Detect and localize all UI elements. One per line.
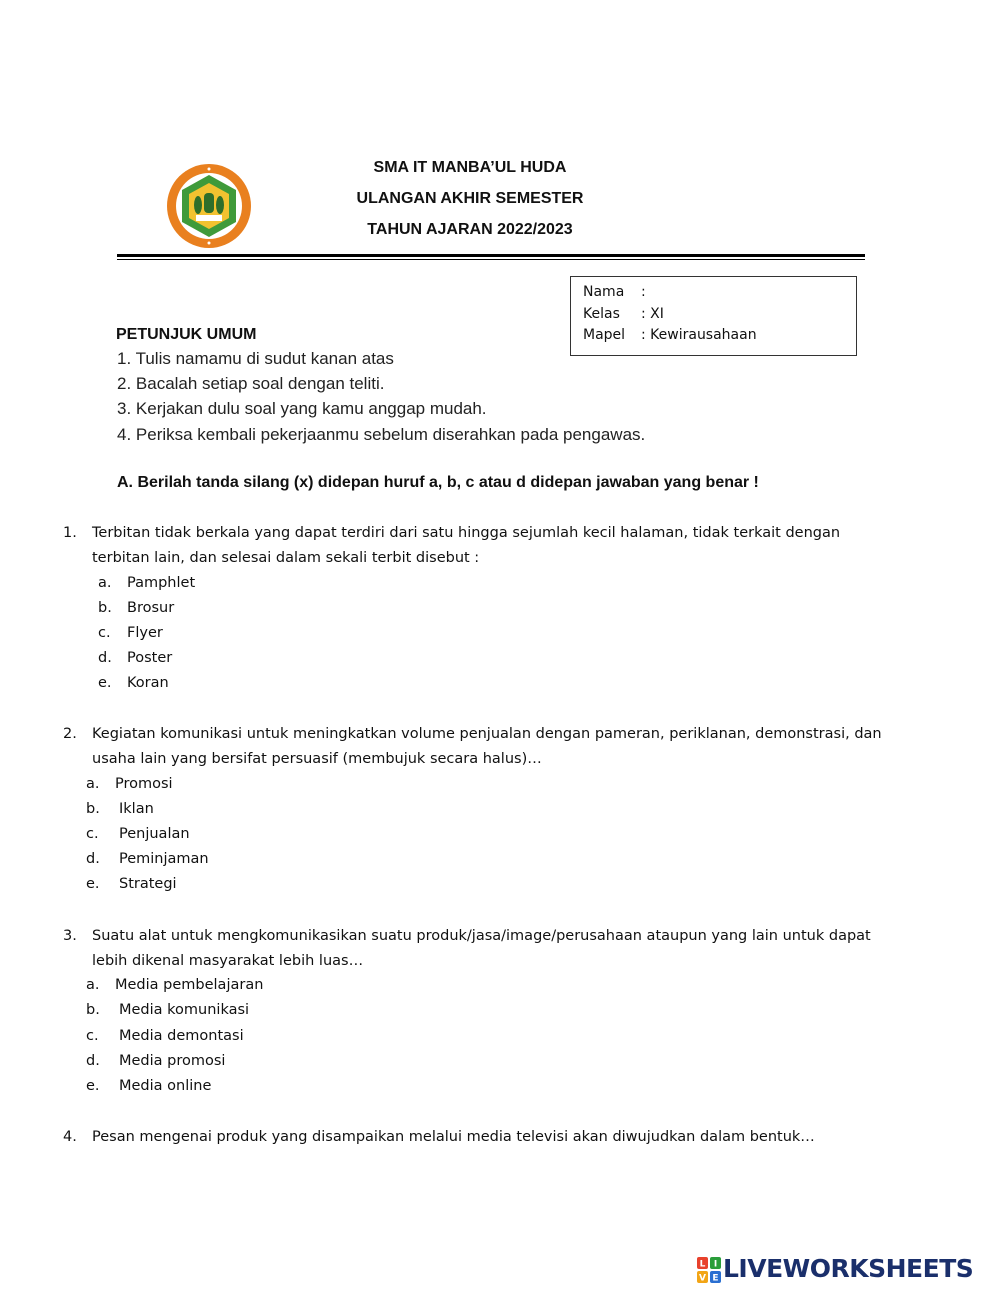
option-letter[interactable]: a. bbox=[86, 977, 100, 993]
academic-year: TAHUN AJARAN 2022/2023 bbox=[367, 221, 573, 238]
identity-value: : XI bbox=[641, 306, 664, 322]
option-text[interactable]: Flyer bbox=[127, 625, 163, 641]
question-number: 1. bbox=[63, 525, 77, 541]
option-letter[interactable]: c. bbox=[86, 1028, 99, 1044]
identity-row-nama[interactable] bbox=[583, 284, 646, 300]
option-letter[interactable]: a. bbox=[86, 776, 100, 792]
instruction-item: 4. Periksa kembali pekerjaanmu sebelum diserahkan pada pengawas. bbox=[117, 425, 646, 444]
option-text[interactable]: Media pembelajaran bbox=[115, 977, 264, 993]
option-text[interactable]: Media komunikasi bbox=[119, 1002, 250, 1018]
option-letter[interactable]: c. bbox=[86, 826, 99, 842]
identity-label: Kelas bbox=[583, 306, 620, 322]
badge-letter: V bbox=[699, 1273, 706, 1283]
option-text[interactable]: Pamphlet bbox=[127, 575, 196, 591]
question-number: 3. bbox=[63, 928, 77, 944]
question-number: 2. bbox=[63, 726, 77, 742]
question-number: 4. bbox=[63, 1129, 77, 1145]
option-letter[interactable]: d. bbox=[86, 1053, 100, 1069]
badge-letter: E bbox=[712, 1273, 719, 1283]
option-letter[interactable]: a. bbox=[98, 575, 112, 591]
student-identity-box bbox=[570, 276, 857, 356]
option-letter[interactable]: b. bbox=[86, 1002, 100, 1018]
option-letter[interactable]: d. bbox=[86, 851, 100, 867]
option-letter[interactable]: d. bbox=[98, 650, 112, 666]
identity-label: Mapel bbox=[583, 327, 626, 343]
option-text[interactable]: Promosi bbox=[115, 776, 173, 792]
identity-label: Nama bbox=[583, 284, 625, 300]
option-letter[interactable]: c. bbox=[98, 625, 111, 641]
option-text[interactable]: Poster bbox=[127, 650, 173, 666]
option-text[interactable]: Media online bbox=[119, 1078, 212, 1094]
option-text[interactable]: Brosur bbox=[127, 600, 175, 616]
identity-row-kelas bbox=[583, 306, 664, 322]
exam-title: ULANGAN AKHIR SEMESTER bbox=[356, 190, 584, 207]
instructions-title: PETUNJUK UMUM bbox=[116, 326, 257, 343]
option-letter[interactable]: e. bbox=[86, 876, 100, 892]
header-divider-thin bbox=[117, 259, 865, 260]
question-text: Kegiatan komunikasi untuk meningkatkan volume penjualan dengan pameran, periklanan, demonstrasi, dan usaha lain yang bersifat persuasif (membujuk secara halus)… bbox=[92, 726, 882, 767]
option-text[interactable]: Peminjaman bbox=[119, 851, 209, 867]
header-divider-thick bbox=[117, 254, 865, 257]
liveworksheets-wordmark: LIVEWORKSHEETS bbox=[723, 1254, 974, 1283]
option-text[interactable]: Penjualan bbox=[119, 826, 190, 842]
question-text: Suatu alat untuk mengkomunikasikan suatu produk/jasa/image/perusahaan ataupun yang lain untuk dapat lebih dikenal masyarakat lebih luas… bbox=[92, 928, 871, 969]
instruction-item: 2. Bacalah setiap soal dengan teliti. bbox=[117, 374, 385, 393]
identity-value: : Kewirausahaan bbox=[641, 327, 757, 343]
option-text[interactable]: Media demontasi bbox=[119, 1028, 244, 1044]
option-letter[interactable]: b. bbox=[98, 600, 112, 616]
option-letter[interactable]: b. bbox=[86, 801, 100, 817]
school-emblem-icon bbox=[166, 163, 252, 249]
option-text[interactable]: Strategi bbox=[119, 876, 177, 892]
option-text[interactable]: Media promosi bbox=[119, 1053, 226, 1069]
identity-value: : bbox=[641, 284, 646, 300]
section-a-heading: A. Berilah tanda silang (x) didepan huruf a, b, c atau d didepan jawaban yang benar ! bbox=[117, 474, 759, 491]
badge-letter: L bbox=[699, 1259, 706, 1270]
instruction-item: 3. Kerjakan dulu soal yang kamu anggap mudah. bbox=[117, 399, 487, 418]
question-text: Pesan mengenai produk yang disampaikan melalui media televisi akan diwujudkan dalam bentuk… bbox=[92, 1129, 815, 1145]
identity-row-mapel bbox=[583, 327, 757, 343]
badge-letter: I bbox=[713, 1259, 718, 1270]
option-text[interactable]: Iklan bbox=[119, 801, 154, 817]
option-letter[interactable]: e. bbox=[86, 1078, 100, 1094]
liveworksheets-logo-icon bbox=[697, 1257, 721, 1283]
option-text[interactable]: Koran bbox=[127, 675, 169, 691]
option-letter[interactable]: e. bbox=[98, 675, 112, 691]
question-text: Terbitan tidak berkala yang dapat terdiri dari satu hingga sejumlah kecil halaman, tidak terkait dengan terbitan lain, dan selesai dalam sekali terbit disebut : bbox=[92, 525, 841, 566]
instruction-item: 1. Tulis namamu di sudut kanan atas bbox=[117, 349, 394, 368]
school-name: SMA IT MANBA’UL HUDA bbox=[373, 159, 567, 176]
